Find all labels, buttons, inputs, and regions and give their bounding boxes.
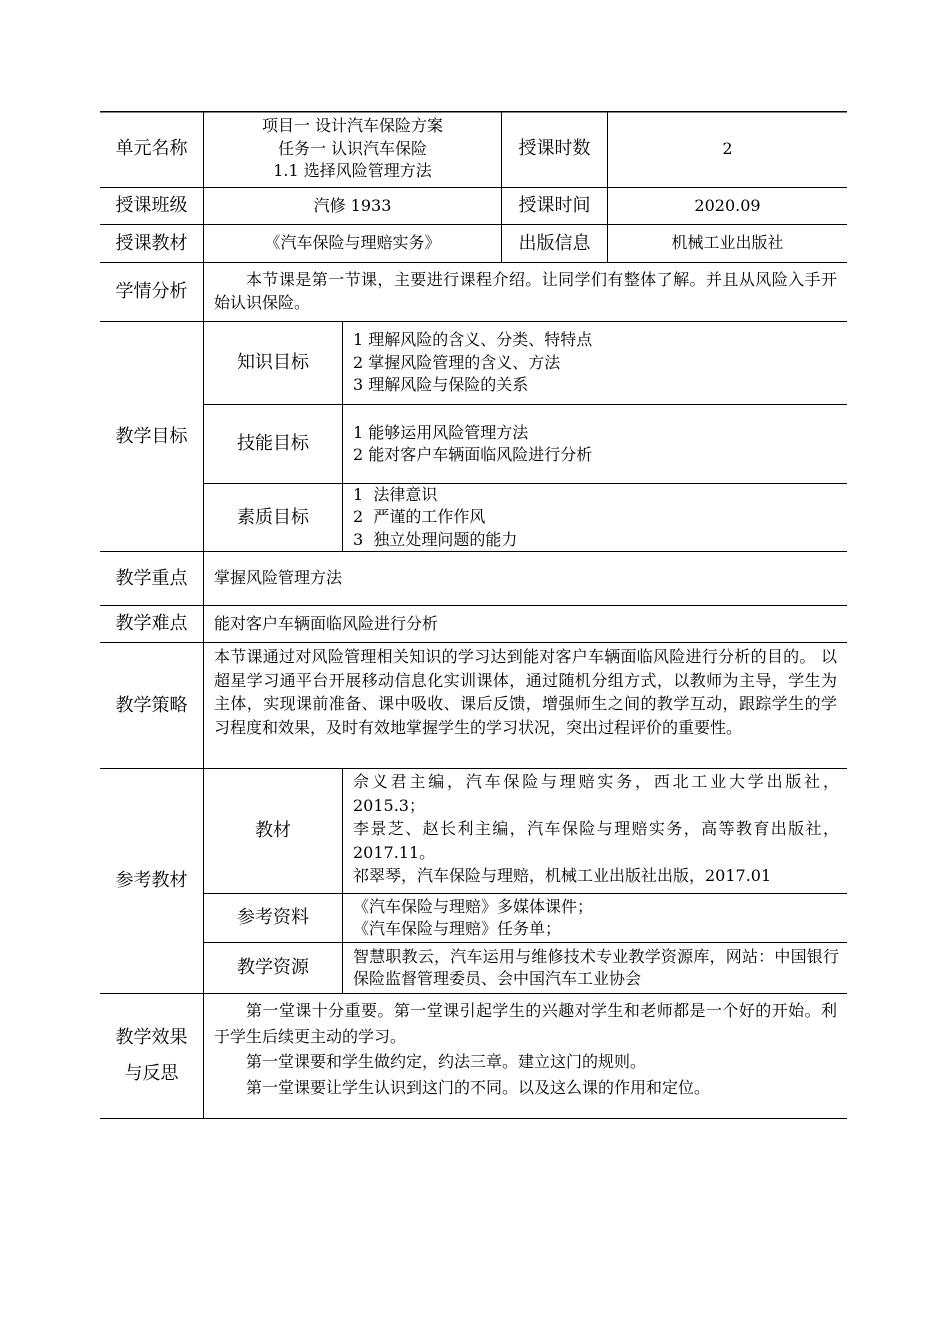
reflection-paragraph: 第一堂课十分重要。第一堂课引起学生的兴趣对学生和老师都是一个好的开始。利于学生后续更主动的学习。 [214,1001,837,1046]
time-value: 2020.09 [694,195,761,215]
reflection-label-line: 教学效果 [115,1027,188,1048]
books-list [343,769,847,893]
list-item: 1 能够运用风险管理方法 [353,422,529,442]
materials-label: 参考资料 [237,907,309,928]
reflection-text [204,994,847,1118]
publisher-value: 机械工业出版社 [671,233,784,253]
knowledge-objective-label: 知识目标 [237,352,309,373]
unit-name-label: 单元名称 [115,138,188,159]
class-label: 授课班级 [115,195,188,216]
textbook-value: 《汽车保险与理赔实务》 [264,233,441,253]
unit-line-project: 项目一 设计汽车保险方案 [261,116,444,136]
strategy-text: 本节课通过对风险管理相关知识的学习达到能对客户车辆面临风险进行分析的目的。 以超星学习通平台开展移动信息化实训课体，通过随机分组方式，以教师为主导，学生为主体，实现课前准备、课中吸收、课后反馈，增强师生之间的教学互动，跟踪学生的学习程度和效果，及时有效地掌握学生的学习状况，突出过程评价的重要性。 [214,647,837,737]
quality-objective-list [343,484,847,551]
resources-label: 教学资源 [237,957,309,978]
skill-objective-label: 技能目标 [237,433,309,454]
list-item: 2 能对客户车辆面临风险进行分析 [353,445,593,464]
objectives-label: 教学目标 [115,425,188,447]
list-item: 1 法律意识 [353,484,438,504]
unit-name-value [204,111,501,187]
list-item: 2 掌握风险管理的含义、方法 [353,352,561,372]
hours-value: 2 [722,138,733,158]
references-label: 参考教材 [115,870,188,891]
list-item: 《汽车保险与理赔》多媒体课件； [353,896,594,916]
publisher-label: 出版信息 [518,232,591,254]
skill-objective-list [343,405,847,483]
list-item: 2 严谨的工作作风 [353,507,486,527]
strategy-label: 教学策略 [115,694,188,716]
reflection-label-line: 与反思 [124,1063,179,1084]
difficulty-label: 教学难点 [115,613,188,634]
unit-line-task: 任务一 认识汽车保险 [277,138,428,158]
books-label: 教材 [255,820,291,841]
textbook-label: 授课教材 [115,232,188,254]
reflection-label [100,994,203,1118]
list-item: 3 理解风险与保险的关系 [353,375,529,395]
materials-list [343,894,847,942]
reflection-paragraph: 第一堂课要让学生认识到这门的不同。以及这么课的作用和定位。 [246,1077,711,1097]
unit-line-section: 1.1 选择风险管理方法 [273,161,432,181]
quality-objective-label: 素质目标 [237,506,309,528]
list-item: 佘义君主编，汽车保险与理赔实务，西北工业大学出版社，2015.3； [353,772,839,815]
lesson-plan-table [100,111,847,1119]
time-label: 授课时间 [518,195,591,216]
key-point-label: 教学重点 [115,567,188,589]
list-item: 李景芝、赵长利主编，汽车保险与理赔实务，高等教育出版社，2017.11。 [353,819,839,862]
analysis-text: 本节课是第一节课，主要进行课程介绍。让同学们有整体了解。并且从风险入手开始认识保险。 [214,270,837,312]
list-item: 《汽车保险与理赔》任务单； [353,919,562,938]
list-item: 3 独立处理问题的能力 [353,529,518,549]
reflection-paragraph: 第一堂课要和学生做约定，约法三章。建立这门的规则。 [246,1052,647,1071]
hours-label: 授课时数 [518,138,591,159]
class-value: 汽修 1933 [313,195,392,215]
analysis-label: 学情分析 [115,281,188,302]
difficulty-value: 能对客户车辆面临风险进行分析 [214,613,439,633]
resources-text: 智慧职教云，汽车运用与维修技术专业教学资源库，网站：中国银行保险监督管理委员、会中国汽车工业协会 [353,946,839,988]
list-item: 1 理解风险的含义、分类、特特点 [353,330,593,350]
list-item: 祁翠琴，汽车保险与理赔，机械工业出版社出版，2017.01 [353,866,772,885]
knowledge-objective-list [343,322,847,404]
key-point-value: 掌握风险管理方法 [214,568,343,588]
